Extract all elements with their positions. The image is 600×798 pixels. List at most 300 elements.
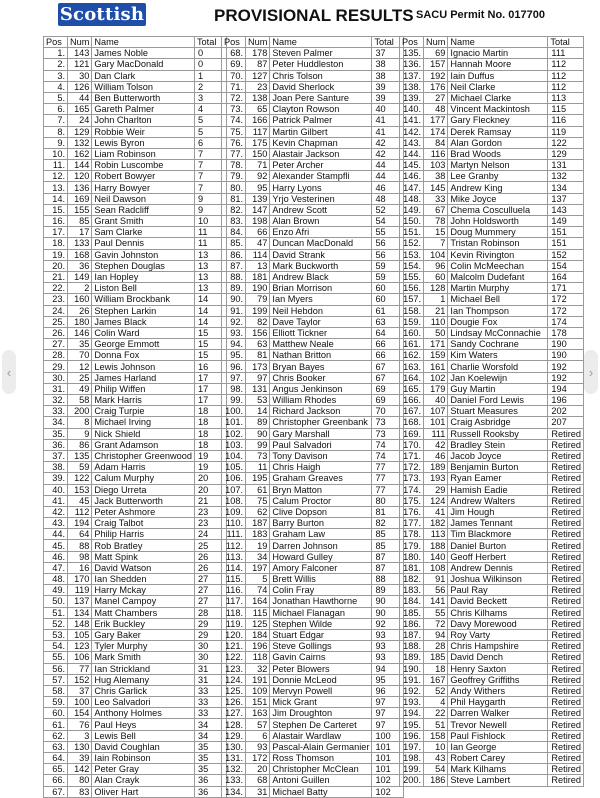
table-row <box>400 540 584 551</box>
total-cell: 35 <box>194 753 226 764</box>
chevron-left-icon[interactable]: ‹ <box>2 350 16 394</box>
total-cell: 36 <box>194 775 226 786</box>
num-cell: 106 <box>68 652 92 663</box>
total-cell: Retired <box>548 529 584 540</box>
table-row <box>44 652 227 663</box>
table-row <box>222 685 404 696</box>
pos-cell: 6. <box>44 104 68 115</box>
name-cell: James Harland <box>92 372 195 383</box>
total-cell: 93 <box>372 629 404 640</box>
name-cell: Sean Radcliff <box>92 204 195 215</box>
pos-cell: 125. <box>222 685 246 696</box>
name-cell: Mark Harris <box>92 395 195 406</box>
table-row <box>222 708 404 719</box>
pos-cell: 3. <box>44 70 68 81</box>
total-cell: 192 <box>548 361 584 372</box>
num-cell: 139 <box>246 193 270 204</box>
pos-cell: 59. <box>44 697 68 708</box>
name-cell: Ian George <box>448 741 548 752</box>
num-cell: 100 <box>68 697 92 708</box>
total-cell: 59 <box>372 271 404 282</box>
table-row <box>222 361 404 372</box>
pos-cell: 5. <box>44 92 68 103</box>
name-cell: Stuart Edgar <box>270 629 372 640</box>
name-cell: Clive Dopson <box>270 506 372 517</box>
pos-cell: 99. <box>222 395 246 406</box>
num-cell: 115 <box>246 607 270 618</box>
table-row <box>44 585 227 596</box>
table-row <box>44 406 227 417</box>
table-row <box>222 775 404 786</box>
num-cell: 34 <box>246 551 270 562</box>
name-cell: Tim Blackmore <box>448 529 548 540</box>
pos-cell: 75. <box>222 126 246 137</box>
name-cell: Robert Bowyer <box>92 171 195 182</box>
total-cell: 30 <box>194 641 226 652</box>
name-cell: Hannah Moore <box>448 59 548 70</box>
total-cell: 69 <box>372 395 404 406</box>
table-row <box>400 305 584 316</box>
column-header: Total <box>548 37 584 48</box>
table-row <box>44 383 227 394</box>
pos-cell: 131. <box>222 753 246 764</box>
total-cell: 42 <box>372 137 404 148</box>
table-row <box>44 372 227 383</box>
table-row <box>44 674 227 685</box>
name-cell: Lewis Bell <box>92 730 195 741</box>
total-cell: 33 <box>194 708 226 719</box>
num-cell: 174 <box>424 126 448 137</box>
total-cell: Retired <box>548 741 584 752</box>
num-cell: 166 <box>246 115 270 126</box>
pos-cell: 21. <box>44 271 68 282</box>
total-cell: 89 <box>372 585 404 596</box>
table-row <box>400 518 584 529</box>
total-cell: 7 <box>194 160 226 171</box>
total-cell: 88 <box>372 574 404 585</box>
total-cell: 69 <box>372 383 404 394</box>
num-cell: 152 <box>68 674 92 685</box>
table-row <box>400 585 584 596</box>
num-cell: 67 <box>424 204 448 215</box>
pos-cell: 100. <box>222 406 246 417</box>
total-cell: Retired <box>548 685 584 696</box>
pos-cell: 130. <box>222 741 246 752</box>
name-cell: Martin Murphy <box>448 283 548 294</box>
table-row <box>222 204 404 215</box>
pos-cell: 134. <box>222 786 246 797</box>
name-cell: Russell Rooksby <box>448 428 548 439</box>
name-cell: Ben Butterworth <box>92 92 195 103</box>
table-row <box>222 495 404 506</box>
num-cell: 85 <box>68 216 92 227</box>
name-cell: Jan Koelewijn <box>448 372 548 383</box>
name-cell: Benjamin Burton <box>448 462 548 473</box>
name-cell: Chris Garlick <box>92 685 195 696</box>
num-cell: 64 <box>68 529 92 540</box>
name-cell: Gavin Cairns <box>270 652 372 663</box>
num-cell: 56 <box>424 585 448 596</box>
pos-cell: 142. <box>400 126 424 137</box>
table-row <box>400 764 584 775</box>
name-cell: David Sherlock <box>270 81 372 92</box>
header <box>0 0 600 34</box>
table-row <box>44 764 227 775</box>
total-cell: 18 <box>194 417 226 428</box>
table-row <box>222 193 404 204</box>
total-cell: 131 <box>548 160 584 171</box>
name-cell: Ryan Eamer <box>448 473 548 484</box>
table-row <box>222 395 404 406</box>
table-row <box>44 719 227 730</box>
name-cell: Guy Martin <box>448 383 548 394</box>
results-table-3 <box>399 36 584 787</box>
table-row <box>44 551 227 562</box>
name-cell: Alastair Wardlaw <box>270 730 372 741</box>
num-cell: 4 <box>424 697 448 708</box>
num-cell: 52 <box>424 685 448 696</box>
name-cell: Yrjo Vesterinen <box>270 193 372 204</box>
total-cell: 112 <box>548 70 584 81</box>
total-cell: 81 <box>372 506 404 517</box>
column-header: Num <box>68 37 92 48</box>
total-cell: Retired <box>548 719 584 730</box>
pos-cell: 22. <box>44 283 68 294</box>
num-cell: 126 <box>68 81 92 92</box>
table-row <box>400 126 584 137</box>
num-cell: 190 <box>246 283 270 294</box>
name-cell: Jacob Joyce <box>448 450 548 461</box>
name-cell: Richard Jackson <box>270 406 372 417</box>
pos-cell: 7. <box>44 115 68 126</box>
total-cell: 2 <box>194 81 226 92</box>
num-cell: 21 <box>424 305 448 316</box>
name-cell: Charlie Worsfold <box>448 361 548 372</box>
total-cell: 26 <box>194 562 226 573</box>
num-cell: 35 <box>68 339 92 350</box>
name-cell: Steven Palmer <box>270 48 372 59</box>
total-cell: 0 <box>194 48 226 59</box>
total-cell: 28 <box>194 607 226 618</box>
total-cell: 100 <box>372 730 404 741</box>
total-cell: 5 <box>194 115 226 126</box>
pos-cell: 189. <box>400 652 424 663</box>
name-cell: Erik Buckley <box>92 618 195 629</box>
total-cell: 60 <box>372 294 404 305</box>
num-cell: 49 <box>68 383 92 394</box>
total-cell: Retired <box>548 518 584 529</box>
num-cell: 114 <box>246 249 270 260</box>
table-row <box>222 473 404 484</box>
num-cell: 89 <box>246 417 270 428</box>
num-cell: 200 <box>68 406 92 417</box>
name-cell: Malcolm Dudefant <box>448 271 548 282</box>
total-cell: Retired <box>548 663 584 674</box>
total-cell: 38 <box>372 59 404 70</box>
total-cell: 93 <box>372 641 404 652</box>
num-cell: 94 <box>424 629 448 640</box>
table-row <box>222 574 404 585</box>
table-row <box>400 730 584 741</box>
num-cell: 124 <box>424 495 448 506</box>
name-cell: Davy Morewood <box>448 618 548 629</box>
total-cell: 60 <box>372 283 404 294</box>
name-cell: Ian Thompson <box>448 305 548 316</box>
num-cell: 177 <box>424 115 448 126</box>
name-cell: Gary MacDonald <box>92 59 195 70</box>
pos-cell: 156. <box>400 283 424 294</box>
num-cell: 31 <box>246 786 270 797</box>
pos-cell: 9. <box>44 137 68 148</box>
name-cell: Peter Ashmore <box>92 506 195 517</box>
pos-cell: 53. <box>44 629 68 640</box>
table-row <box>222 216 404 227</box>
name-cell: Stephen Douglas <box>92 260 195 271</box>
name-cell: John Charlton <box>92 115 195 126</box>
total-cell: 40 <box>372 104 404 115</box>
num-cell: 123 <box>68 641 92 652</box>
name-cell: Enzo Afri <box>270 227 372 238</box>
header-row <box>400 37 584 48</box>
name-cell: Bryan Bayes <box>270 361 372 372</box>
total-cell: 74 <box>372 450 404 461</box>
table-row <box>400 160 584 171</box>
total-cell: 152 <box>548 249 584 260</box>
num-cell: 71 <box>246 160 270 171</box>
name-cell: Gary Fleckney <box>448 115 548 126</box>
pos-cell: 11. <box>44 160 68 171</box>
total-cell: 7 <box>194 171 226 182</box>
table-row <box>222 764 404 775</box>
num-cell: 29 <box>424 484 448 495</box>
table-row <box>222 160 404 171</box>
name-cell: Colin Ward <box>92 327 195 338</box>
num-cell: 70 <box>68 350 92 361</box>
name-cell: William Rhodes <box>270 395 372 406</box>
table-row <box>222 506 404 517</box>
pos-cell: 50. <box>44 596 68 607</box>
pos-cell: 61. <box>44 719 68 730</box>
name-cell: Alexander Stampfli <box>270 171 372 182</box>
pos-cell: 86. <box>222 249 246 260</box>
table-row <box>44 294 227 305</box>
pos-cell: 148. <box>400 193 424 204</box>
table-row <box>400 450 584 461</box>
name-cell: Chris Booker <box>270 372 372 383</box>
total-cell: Retired <box>548 607 584 618</box>
total-cell: 23 <box>194 506 226 517</box>
table-row <box>400 148 584 159</box>
pos-cell: 54. <box>44 641 68 652</box>
total-cell: 64 <box>372 327 404 338</box>
total-cell: Retired <box>548 618 584 629</box>
total-cell: 44 <box>372 171 404 182</box>
pos-cell: 57. <box>44 674 68 685</box>
name-cell: Christopher McClean <box>270 764 372 775</box>
table-row <box>44 160 227 171</box>
num-cell: 28 <box>424 641 448 652</box>
name-cell: Lee Granby <box>448 171 548 182</box>
pos-cell: 107. <box>222 484 246 495</box>
name-cell: William Tolson <box>92 81 195 92</box>
total-cell: Retired <box>548 540 584 551</box>
name-cell: Joan Pere Santure <box>270 92 372 103</box>
name-cell: Rob Bratley <box>92 540 195 551</box>
table-row <box>222 294 404 305</box>
num-cell: 181 <box>246 271 270 282</box>
pos-cell: 128. <box>222 719 246 730</box>
num-cell: 160 <box>68 294 92 305</box>
pos-cell: 32. <box>44 395 68 406</box>
table-row <box>222 484 404 495</box>
name-cell: Peter Blowers <box>270 663 372 674</box>
name-cell: Daniel Ford Lewis <box>448 395 548 406</box>
total-cell: 34 <box>194 730 226 741</box>
table-row <box>400 775 584 786</box>
num-cell: 26 <box>68 305 92 316</box>
table-row <box>400 462 584 473</box>
num-cell: 173 <box>246 361 270 372</box>
pos-cell: 154. <box>400 260 424 271</box>
table-row <box>400 596 584 607</box>
total-cell: 1 <box>194 70 226 81</box>
name-cell: Paul Ray <box>448 585 548 596</box>
total-cell: 85 <box>372 529 404 540</box>
num-cell: 122 <box>68 473 92 484</box>
pos-cell: 72. <box>222 92 246 103</box>
num-cell: 73 <box>246 450 270 461</box>
num-cell: 82 <box>246 316 270 327</box>
name-cell: Adam Harris <box>92 462 195 473</box>
table-row <box>222 439 404 450</box>
name-cell: Mark Buckworth <box>270 260 372 271</box>
name-cell: William Brockbank <box>92 294 195 305</box>
pos-cell: 122. <box>222 652 246 663</box>
name-cell: Diego Urreta <box>92 484 195 495</box>
num-cell: 140 <box>424 551 448 562</box>
pos-cell: 199. <box>400 764 424 775</box>
pos-cell: 193. <box>400 697 424 708</box>
table-row <box>44 629 227 640</box>
pos-cell: 146. <box>400 171 424 182</box>
pos-cell: 191. <box>400 674 424 685</box>
table-row <box>400 361 584 372</box>
total-cell: 178 <box>548 327 584 338</box>
pos-cell: 70. <box>222 70 246 81</box>
num-cell: 157 <box>424 59 448 70</box>
total-cell: 52 <box>372 204 404 215</box>
table-row <box>222 115 404 126</box>
table-row <box>400 271 584 282</box>
pos-cell: 78. <box>222 160 246 171</box>
pos-cell: 40. <box>44 484 68 495</box>
pos-cell: 81. <box>222 193 246 204</box>
pos-cell: 36. <box>44 439 68 450</box>
num-cell: 104 <box>424 249 448 260</box>
name-cell: Neil Dawson <box>92 193 195 204</box>
num-cell: 6 <box>246 730 270 741</box>
num-cell: 78 <box>424 216 448 227</box>
pos-cell: 113. <box>222 551 246 562</box>
pos-cell: 91. <box>222 305 246 316</box>
name-cell: Mike Joyce <box>448 193 548 204</box>
num-cell: 103 <box>424 160 448 171</box>
num-cell: 154 <box>68 708 92 719</box>
pos-cell: 47. <box>44 562 68 573</box>
pos-cell: 31. <box>44 383 68 394</box>
table-row <box>400 652 584 663</box>
pos-cell: 160. <box>400 327 424 338</box>
total-cell: Retired <box>548 764 584 775</box>
name-cell: Nathan Britton <box>270 350 372 361</box>
table-row <box>222 171 404 182</box>
table-row <box>222 81 404 92</box>
total-cell: Retired <box>548 775 584 786</box>
total-cell: 190 <box>548 350 584 361</box>
pos-cell: 1. <box>44 48 68 59</box>
num-cell: 176 <box>424 81 448 92</box>
num-cell: 188 <box>424 540 448 551</box>
table-row <box>222 59 404 70</box>
name-cell: Steve Gollings <box>270 641 372 652</box>
pos-cell: 197. <box>400 741 424 752</box>
pos-cell: 147. <box>400 182 424 193</box>
name-cell: Andrew Dennis <box>448 562 548 573</box>
pos-cell: 65. <box>44 764 68 775</box>
total-cell: Retired <box>548 506 584 517</box>
table-row <box>222 316 404 327</box>
pos-cell: 153. <box>400 249 424 260</box>
total-cell: 37 <box>372 48 404 59</box>
pos-cell: 12. <box>44 171 68 182</box>
table-row <box>222 518 404 529</box>
total-cell: 21 <box>194 495 226 506</box>
num-cell: 110 <box>424 316 448 327</box>
table-row <box>44 428 227 439</box>
total-cell: 13 <box>194 271 226 282</box>
pos-cell: 84. <box>222 227 246 238</box>
pos-cell: 179. <box>400 540 424 551</box>
pos-cell: 195. <box>400 719 424 730</box>
num-cell: 155 <box>68 204 92 215</box>
num-cell: 50 <box>424 327 448 338</box>
num-cell: 111 <box>424 428 448 439</box>
name-cell: Stephen Wilde <box>270 618 372 629</box>
total-cell: Retired <box>548 697 584 708</box>
num-cell: 24 <box>68 115 92 126</box>
num-cell: 51 <box>424 719 448 730</box>
table-row <box>222 697 404 708</box>
chevron-right-icon[interactable]: › <box>584 350 598 394</box>
name-cell: Craig Turpie <box>92 406 195 417</box>
num-cell: 58 <box>68 395 92 406</box>
header-row <box>44 37 227 48</box>
table-row <box>400 741 584 752</box>
total-cell: 90 <box>372 607 404 618</box>
table-row <box>222 327 404 338</box>
table-row <box>44 271 227 282</box>
total-cell: 101 <box>372 753 404 764</box>
num-cell: 66 <box>246 227 270 238</box>
table-row <box>44 786 227 797</box>
num-cell: 69 <box>424 48 448 59</box>
pos-cell: 132. <box>222 764 246 775</box>
table-row <box>222 260 404 271</box>
name-cell: Andrew Walters <box>448 495 548 506</box>
name-cell: James Black <box>92 316 195 327</box>
name-cell: Philip Harris <box>92 529 195 540</box>
table-row <box>222 417 404 428</box>
